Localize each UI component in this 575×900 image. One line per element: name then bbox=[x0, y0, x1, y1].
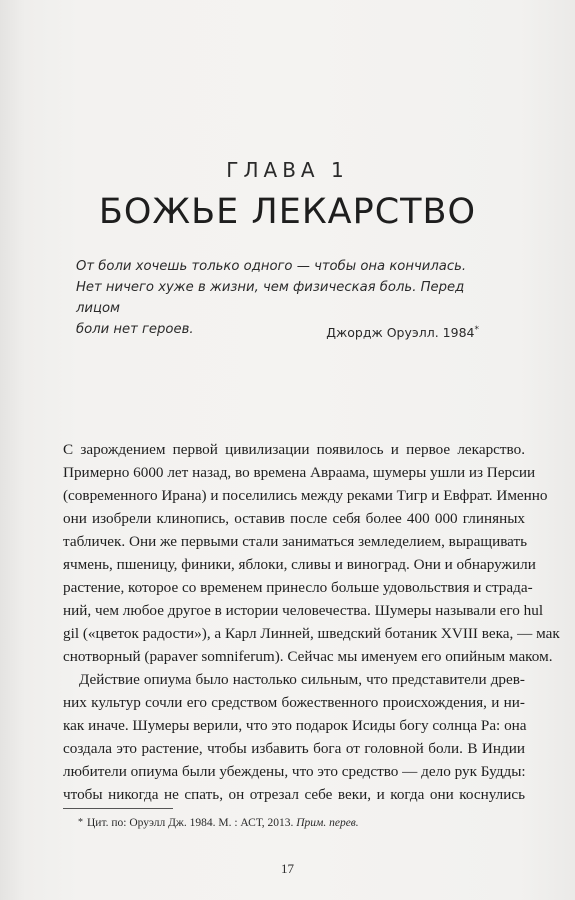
body-line: них культур сочли его средством божественного происхождения, и ни- bbox=[63, 694, 525, 711]
body-line: (современного Ирана) и поселились между реками Тигр и Евфрат. Именно bbox=[63, 487, 548, 504]
body-line: ний, чем любое другое в истории человечества. Шумеры называли его hul bbox=[63, 602, 544, 619]
epigraph-author bbox=[326, 325, 479, 340]
chapter-title: БОЖЬЕ ЛЕКАРСТВО bbox=[98, 192, 477, 232]
footnote-mark: * bbox=[78, 817, 83, 828]
body-line: снотворный (papaver somniferum). Сейчас мы именуем его опийным маком. bbox=[63, 648, 553, 665]
epigraph-author-name: Джордж Оруэлл. 1984 bbox=[326, 325, 475, 341]
body-line: чтобы никогда не спать, он отрезал себе веки, и когда они коснулись bbox=[63, 786, 525, 803]
chapter-label: ГЛАВА 1 bbox=[226, 158, 349, 182]
body-line: С зарождением первой цивилизации появилось и первое лекарство. bbox=[63, 441, 525, 458]
epigraph-text: От боли хочешь только одного — чтобы она кончилась. Нет ничего хуже в жизни, чем физическая боль. Перед лицом боли нет героев. bbox=[76, 259, 467, 337]
page-number: 17 bbox=[281, 861, 294, 876]
body-text bbox=[63, 438, 560, 806]
body-line: растение, которое со временем принесло больше удовольствия и страда- bbox=[63, 579, 533, 596]
body-line: Примерно 6000 лет назад, во времена Авраама, шумеры ушли из Персии bbox=[63, 464, 536, 481]
body-line: табличек. Они же первыми стали заниматься земледелием, выращивать bbox=[63, 533, 528, 550]
body-line: как иначе. Шумеры верили, что это подарок Исиды богу солнца Ра: она bbox=[63, 717, 527, 734]
footnote-divider bbox=[63, 808, 173, 809]
footnote-translator-note: Прим. перев. bbox=[296, 817, 359, 829]
body-line: ячмень, пшеницу, финики, яблоки, сливы и виноград. Они и обнаружили bbox=[63, 556, 536, 573]
body-line: создала это растение, чтобы избавить бога от головной боли. В Индии bbox=[63, 740, 525, 757]
footnote bbox=[78, 817, 359, 829]
body-line: Действие опиума было настолько сильным, что представители древ- bbox=[79, 671, 525, 688]
body-line: gil («цветок радости»), а Карл Линней, шведский ботаник XVIII века, — мак bbox=[63, 625, 560, 642]
footnote-text: Цит. по: Оруэлл Дж. 1984. М. : АСТ, 2013. bbox=[87, 817, 294, 829]
epigraph-footnote-mark: * bbox=[474, 325, 479, 335]
body-line: любители опиума были убеждены, что это средство — дело рук Будды: bbox=[63, 763, 526, 780]
body-line: они изобрели клинопись, оставив после себя более 400 000 глиняных bbox=[63, 510, 525, 527]
